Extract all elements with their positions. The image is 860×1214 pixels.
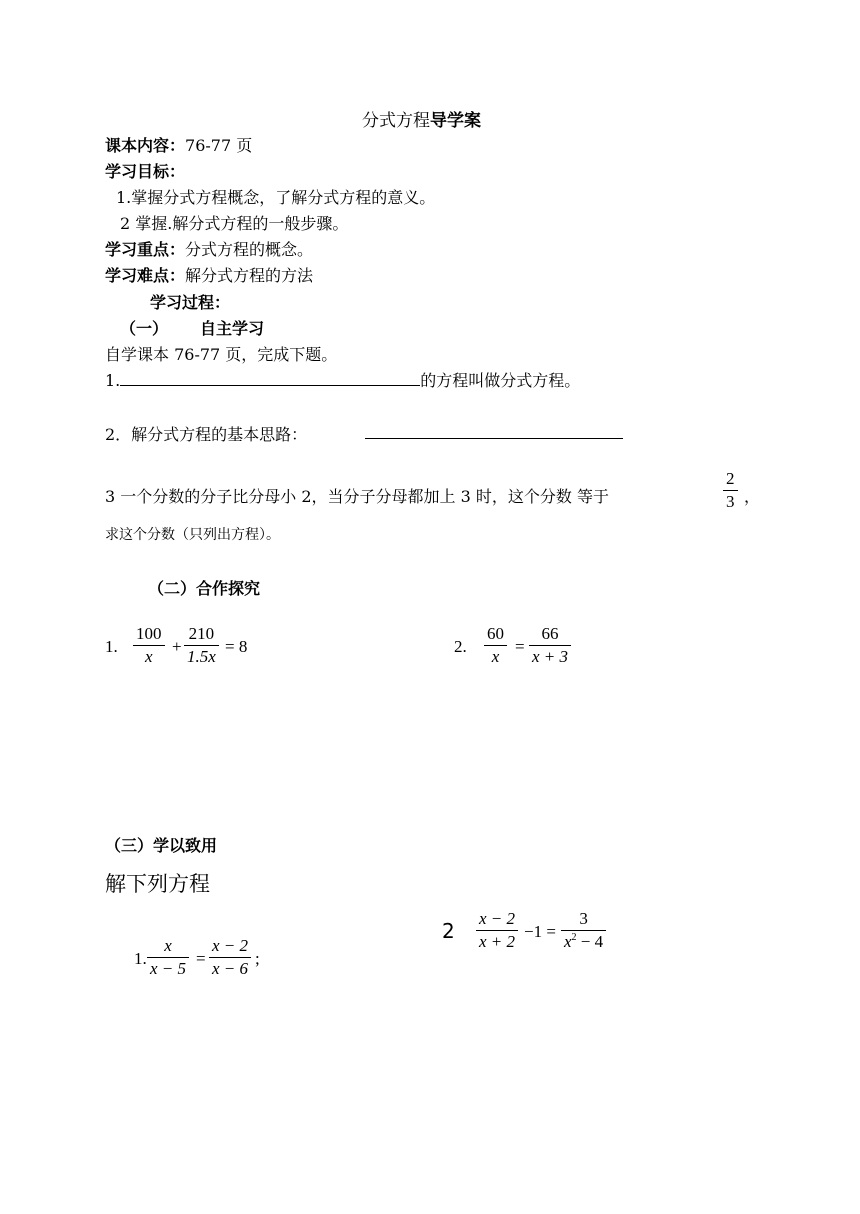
difficulty-label: 学习难点： [105,266,186,285]
goal-1: 1.掌握分式方程概念，了解分式方程的意义。 [116,188,436,207]
goal-2: 2 掌握.解分式方程的一般步骤。 [120,214,349,233]
goals-label: 学习目标： [105,162,186,181]
difficulty-line [105,263,313,286]
e1-f1-num: x [164,936,172,955]
q3-den: 3 [726,492,735,511]
e2-f1-num: x − 2 [479,909,516,928]
p2-f1-den: x [491,647,500,666]
p2-f2-den: x + 3 [532,647,569,666]
focus-line [105,237,313,260]
e2-mid: −1 = [524,922,556,941]
content-value: 76-77 页 [185,136,253,155]
q1-suffix: 的方程叫做分式方程。 [420,371,581,390]
e2-f1-den: x + 2 [479,932,516,951]
section3-subheading: 解下列方程 [105,872,210,896]
q1-prefix: 1. [105,371,121,390]
p1-f1-den: x [144,647,153,666]
q1-blank [120,369,420,386]
e2-den-exp: 2 [571,932,577,943]
p1-fraction-1 [133,623,165,668]
q3-num: 2 [726,469,735,488]
e1-f1-den: x − 5 [150,959,187,978]
e2-f2-num: 3 [579,909,588,928]
title-bold: 导学案 [430,111,481,131]
focus-value: 分式方程的概念。 [185,240,314,259]
section1-q3: 3 一个分数的分子比分母小 2，当分子分母都加上 3 时，这个分数 等于 [105,487,609,506]
section1-heading [120,316,264,339]
e1-f2-num: x − 2 [212,936,249,955]
q2-blank [365,438,623,439]
p2-fraction-1 [484,623,507,668]
p2-fraction-2 [529,623,571,668]
q2-text: 2．解分式方程的基本思路： [105,425,308,444]
section1-intro: 自学课本 76-77 页，完成下题。 [105,345,338,364]
p2-f1-num: 60 [487,624,504,643]
e2-den-base: x [564,932,572,951]
e1-label: 1. [134,949,147,968]
e1-end: ; [255,949,260,968]
difficulty-value: 解分式方程的方法 [185,266,314,285]
content-label: 课本内容： [105,136,186,155]
e2-fraction-2 [561,908,606,956]
section1-q1 [105,368,580,391]
e2-label: 2 [442,919,455,943]
e1-f2-den: x − 6 [212,959,249,978]
section2-heading: （二）合作探究 [148,579,261,598]
process-label: 学习过程： [150,293,231,312]
e2-f2-den [561,931,606,956]
p1-f2-den: 1.5x [187,647,216,666]
e1-fraction-1 [147,935,189,980]
section3-heading: （三）学以致用 [105,836,218,855]
q3-fraction [723,468,738,513]
p1-f1-num: 100 [136,624,162,643]
e2-den-rest: − 4 [576,932,604,951]
title-normal: 分式方程 [362,111,430,131]
e1-eq: = [196,949,206,968]
e2-fraction-1 [476,908,518,953]
page-title [362,106,481,131]
section1-q2 [105,422,307,445]
content-line [105,133,252,156]
q3-comma: ， [744,487,761,506]
p2-f2-num: 66 [541,624,559,643]
section1-q3-tail: 求这个分数（只列出方程）。 [105,527,280,543]
p1-fraction-2 [184,623,219,668]
p1-label: 1. [105,637,118,656]
e1-fraction-2 [209,935,251,980]
p2-eq: = [515,637,525,656]
section1-heading-num: （一） [120,319,169,338]
section1-heading-text: 自主学习 [200,319,265,338]
focus-label: 学习重点： [105,240,186,259]
p1-f2-num: 210 [188,624,215,643]
p1-rhs: = 8 [225,637,248,656]
p1-plus: + [172,637,182,656]
p2-label: 2. [454,637,467,656]
